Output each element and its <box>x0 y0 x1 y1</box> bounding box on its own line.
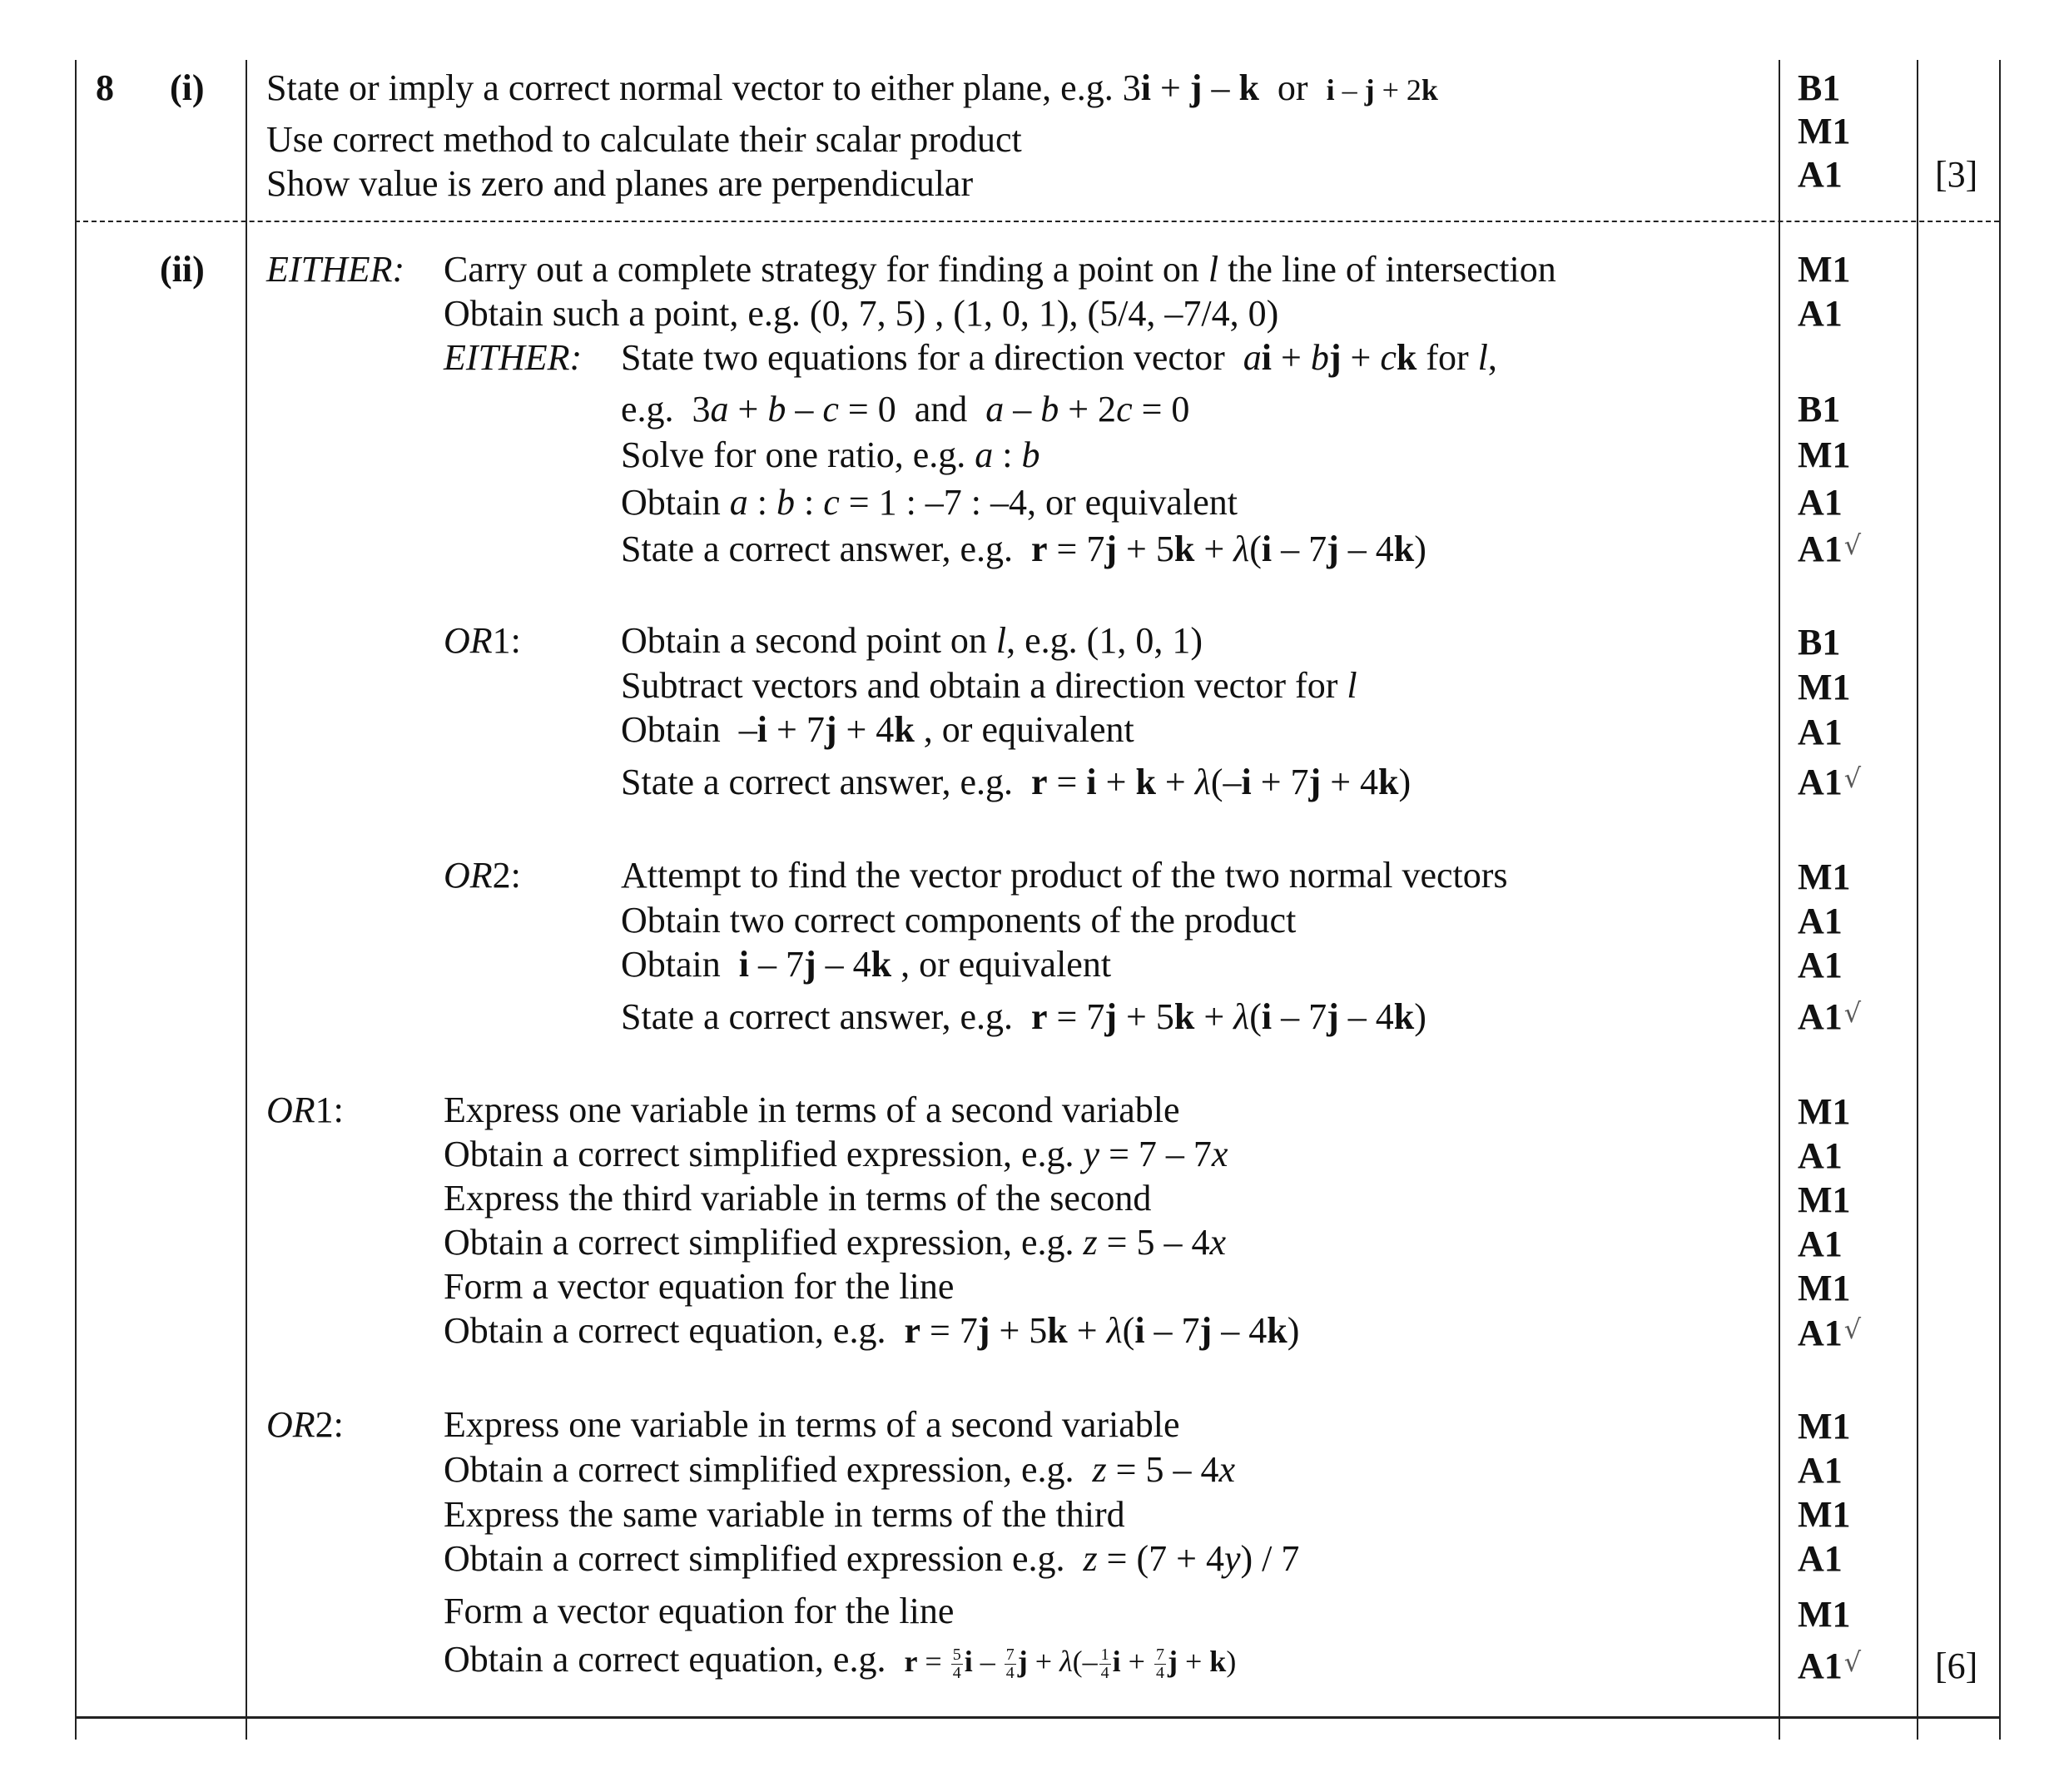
mark-ii-25: M1 <box>1798 1594 1851 1635</box>
sub-label-or1: OR1: <box>444 620 521 661</box>
mark-ii-21: M1 <box>1798 1406 1851 1447</box>
mark-ii-6 <box>1798 531 1861 568</box>
mark-ii-8: M1 <box>1798 667 1851 707</box>
or2-line-3: Express the same variable in terms of the third <box>444 1494 1125 1535</box>
sub-or2-line-3: Obtain i – 7j – 4k , or equivalent <box>621 944 1112 985</box>
mark-ii-9: A1 <box>1798 712 1843 752</box>
question-number: 8 <box>96 67 114 108</box>
mark-ii-1: M1 <box>1798 249 1851 290</box>
mark-ii-14 <box>1798 996 1862 1037</box>
either-line-2: Obtain such a point, e.g. (0, 7, 5) , (1, 0, 1), (5/4, –7/4, 0) <box>444 293 1279 334</box>
mark-ii-26 <box>1798 1648 1861 1685</box>
mark-ii-24: A1 <box>1798 1538 1843 1579</box>
col-rule-mark <box>1779 60 1780 1740</box>
follow-through-tick-icon: √ <box>1843 529 1862 561</box>
mark-ii-10 <box>1798 764 1861 801</box>
col-rule-left <box>75 60 77 1740</box>
mark-ii-11: M1 <box>1798 856 1851 897</box>
sub-or2-line-2: Obtain two correct components of the product <box>621 900 1297 941</box>
follow-through-tick-icon: √ <box>1843 762 1862 794</box>
mark-i-2: M1 <box>1798 111 1851 151</box>
mark-ii-16: A1 <box>1798 1135 1843 1176</box>
sub-either-line-3: Solve for one ratio, e.g. a : b <box>621 434 1040 475</box>
mark-ii-7: B1 <box>1798 622 1841 663</box>
mark-ii-20-text: A1 <box>1798 1313 1843 1353</box>
mark-i-3: A1 <box>1798 154 1843 195</box>
total-ii: [6] <box>1935 1646 1978 1686</box>
mark-ii-19: M1 <box>1798 1268 1851 1308</box>
method-label-either: EITHER: <box>266 249 405 290</box>
part-i-line-1: State or imply a correct normal vector to either plane, e.g. 3i + j – k or i – j + 2k <box>266 67 1438 108</box>
or2-line-4: Obtain a correct simplified expression e.g. z = (7 + 4y) / 7 <box>444 1538 1300 1579</box>
mark-ii-6-text: A1 <box>1798 529 1843 569</box>
mark-ii-15: M1 <box>1798 1091 1851 1132</box>
method-label-or1: OR1: <box>266 1090 344 1130</box>
or1-line-4: Obtain a correct simplified expression, e.g. z = 5 – 4x <box>444 1222 1227 1263</box>
mark-i-1: B1 <box>1798 67 1841 108</box>
sub-or1-line-2: Subtract vectors and obtain a direction vector for l <box>621 665 1357 706</box>
total-i: [3] <box>1935 154 1978 195</box>
part-label-i: (i) <box>170 67 205 108</box>
or1-line-1: Express one variable in terms of a second variable <box>444 1090 1180 1130</box>
mark-ii-10-text: A1 <box>1798 762 1843 802</box>
part-label-ii: (ii) <box>160 249 205 290</box>
sub-either-line-2: e.g. 3a + b – c = 0 and a – b + 2c = 0 <box>621 389 1190 429</box>
or2-line-2: Obtain a correct simplified expression, e.g. z = 5 – 4x <box>444 1449 1236 1490</box>
mark-ii-5: A1 <box>1798 482 1843 523</box>
mark-ii-4: M1 <box>1798 434 1851 475</box>
sub-either-line-4: Obtain a : b : c = 1 : –7 : –4, or equivalent <box>621 482 1238 523</box>
mark-ii-14-text: A1 <box>1798 996 1843 1037</box>
part-i-line-3: Show value is zero and planes are perpendicular <box>266 163 974 204</box>
mark-ii-2: A1 <box>1798 293 1843 334</box>
sub-or2-line-1: Attempt to find the vector product of the two normal vectors <box>621 855 1508 896</box>
or1-line-3: Express the third variable in terms of the second <box>444 1178 1152 1219</box>
follow-through-tick-icon: √ <box>1843 997 1862 1029</box>
sub-or1-line-4: State a correct answer, e.g. r = i + k + λ(–i + 7j + 4k) <box>621 762 1412 802</box>
follow-through-tick-icon: √ <box>1843 1313 1862 1345</box>
question-bottom-rule <box>75 1716 1999 1719</box>
or1-line-5: Form a vector equation for the line <box>444 1266 955 1307</box>
col-rule-right <box>1999 60 2001 1740</box>
sub-or1-line-1: Obtain a second point on l, e.g. (1, 0, 1) <box>621 620 1203 661</box>
mark-ii-18: A1 <box>1798 1224 1843 1264</box>
sub-label-either: EITHER: <box>444 337 583 378</box>
mark-ii-20 <box>1798 1315 1861 1352</box>
or2-line-5: Form a vector equation for the line <box>444 1591 955 1631</box>
mark-ii-26-text: A1 <box>1798 1646 1843 1686</box>
sub-either-line-1: State two equations for a direction vector ai + bj + ck for l, <box>621 337 1497 378</box>
sub-either-line-5: State a correct answer, e.g. r = 7j + 5k + λ(i – 7j – 4k) <box>621 529 1426 569</box>
or1-line-6: Obtain a correct equation, e.g. r = 7j + 5k + λ(i – 7j – 4k) <box>444 1310 1300 1351</box>
col-rule-total <box>1917 60 1918 1740</box>
either-line-1: Carry out a complete strategy for finding a point on l the line of intersection <box>444 249 1556 290</box>
mark-ii-23: M1 <box>1798 1494 1851 1535</box>
or1-line-2: Obtain a correct simplified expression, e.g. y = 7 – 7x <box>444 1134 1228 1174</box>
col-rule-part <box>246 60 247 1740</box>
method-label-or2: OR2: <box>266 1404 344 1445</box>
or2-line-6: Obtain a correct equation, e.g. r = $\frac{5}{4}$ i – $\frac{7}{4}$ j + λ(– $\frac{1}{4}$ i + $\frac{7}{4}$ j + k) <box>444 1639 1237 1683</box>
sub-label-or2: OR2: <box>444 855 521 896</box>
sub-or1-line-3: Obtain –i + 7j + 4k , or equivalent <box>621 709 1134 750</box>
mark-ii-17: M1 <box>1798 1179 1851 1220</box>
mark-ii-13: A1 <box>1798 945 1843 985</box>
sub-or2-line-4: State a correct answer, e.g. r = 7j + 5k + λ(i – 7j – 4k) <box>621 996 1426 1037</box>
part-i-line-2: Use correct method to calculate their scalar product <box>266 119 1022 160</box>
follow-through-tick-icon: √ <box>1843 1646 1862 1678</box>
mark-ii-22: A1 <box>1798 1450 1843 1491</box>
mark-ii-12: A1 <box>1798 901 1843 941</box>
or2-line-1: Express one variable in terms of a second variable <box>444 1404 1180 1445</box>
part-separator <box>75 221 1999 222</box>
mark-ii-3: B1 <box>1798 389 1841 429</box>
